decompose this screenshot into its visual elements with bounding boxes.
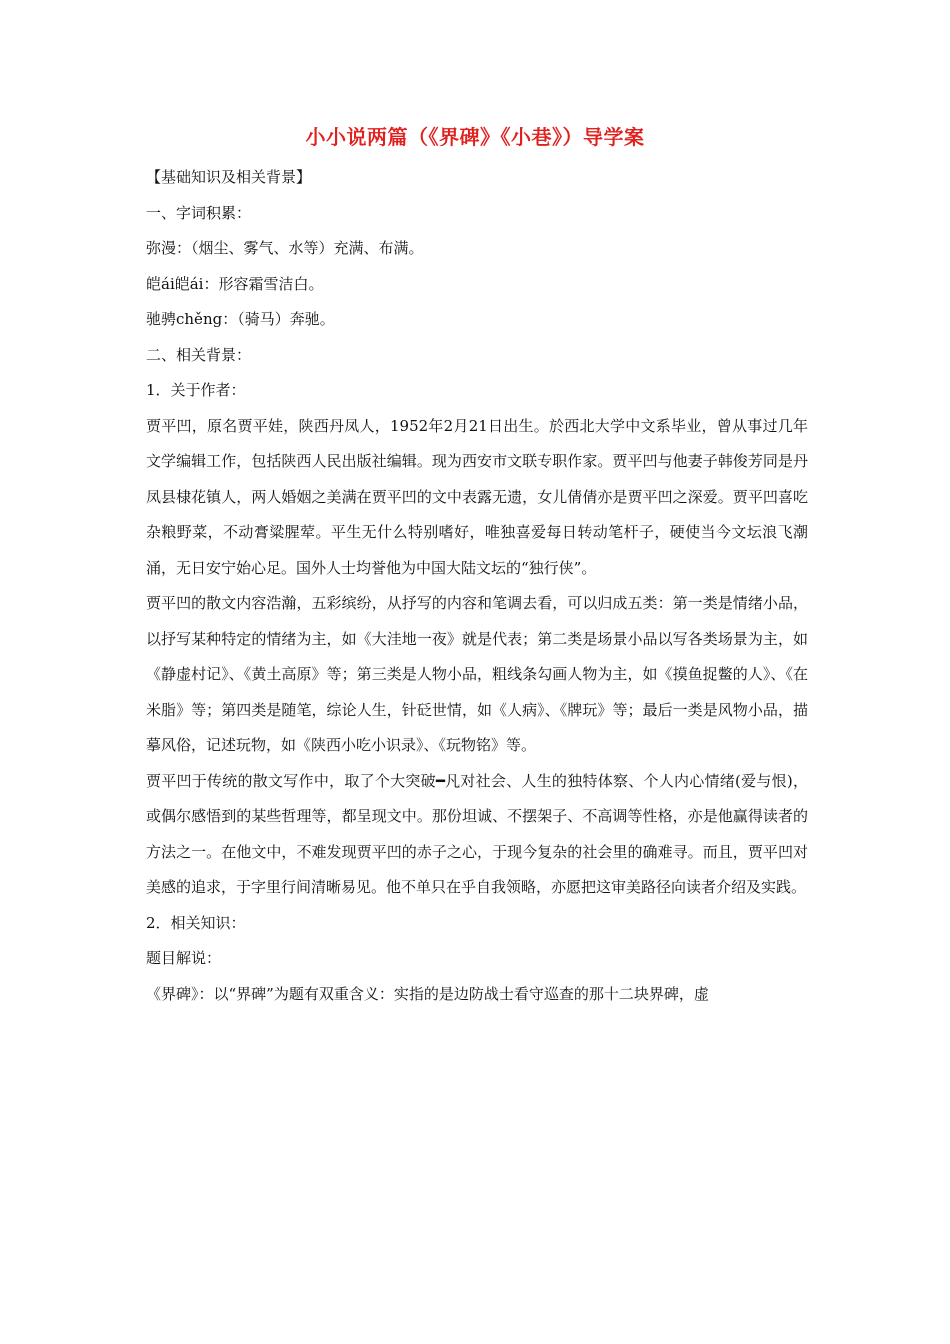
body-paragraph: 《界碑》：以“界碑”为题有双重含义：实指的是边防战士看守巡查的那十二块界碑，虚: [146, 984, 709, 1003]
document-body: [146, 160, 808, 1012]
subsection-heading: 二、相关背景：: [146, 345, 252, 364]
document-title: 小小说两篇（《界碑》《小巷》）导学案: [305, 125, 645, 149]
vocab-entry: 弥漫：（烟尘、雾气、水等）充满、布满。: [146, 239, 424, 257]
vocab-entry: 皑ái皑ái：形容霜雪洁白。: [146, 274, 324, 293]
item-heading: 1．关于作者：: [146, 381, 246, 399]
section-heading: 【基础知识及相关背景】: [146, 168, 312, 186]
body-paragraph: 贾平凹的散文内容浩瀚，五彩缤纷，从抒写的内容和笔调去看，可以归成五类：第一类是情绪小品，以抒写某种特定的情绪为主，如《大洼地一夜》就是代表；第二类是场景小品以写各类场景为主，如《静虚村记》、《黄土高原》等；第三类是人物小品，粗线条勾画人物为主，如《摸鱼捉鳖的人》、《在米脂》等；第四类是随笔，综论人生，针砭世情，如《人病》、《牌玩》等；最后一类是风物小品，描摹风俗，记述玩物，如《陕西小吃小识录》、《玩物铭》等。: [146, 594, 808, 754]
subsection-heading: 一、字词积累：: [146, 203, 252, 222]
body-paragraph: 贾平凹，原名贾平娃，陕西丹凤人，1952年2月21日出生。於西北大学中文系毕业，曾从事过几年文学编辑工作，包括陕西人民出版社编辑。现为西安市文联专职作家。贾平凹与他妻子韩俊芳同是丹凤县棣花镇人，两人婚姻之美满在贾平凹的文中表露无遗，女儿倩倩亦是贾平凹之深爱。贾平凹喜吃杂粮野菜，不动膏粱腥荤。平生无什么特别嗜好，唯独喜爱每日转动笔杆子，硬使当今文坛浪飞潮涌，无日安宁始心足。国外人士均誉他为中国大陆文坛的“独行侠”。: [146, 416, 808, 577]
item-heading: 题目解说：: [146, 949, 222, 967]
vocab-entry: 驰骋chěng：（骑马）奔驰。: [146, 310, 335, 328]
item-heading: 2．相关知识：: [146, 913, 246, 932]
body-paragraph: 贾平凹于传统的散文写作中，取了个大突破━凡对社会、人生的独特体察、个人内心情绪(爱与恨)，或偶尔感悟到的某些哲理等，都呈现文中。那份坦诚、不摆架子、不高调等性格，亦是他赢得读者的方法之一。在他文中，不难发现贾平凹的赤子之心，于现今复杂的社会里的确难寻。而且，贾平凹对美感的追求，于字里行间清晰易见。他不单只在乎自我领略，亦愿把这审美路径向读者介绍及实践。: [146, 771, 808, 896]
